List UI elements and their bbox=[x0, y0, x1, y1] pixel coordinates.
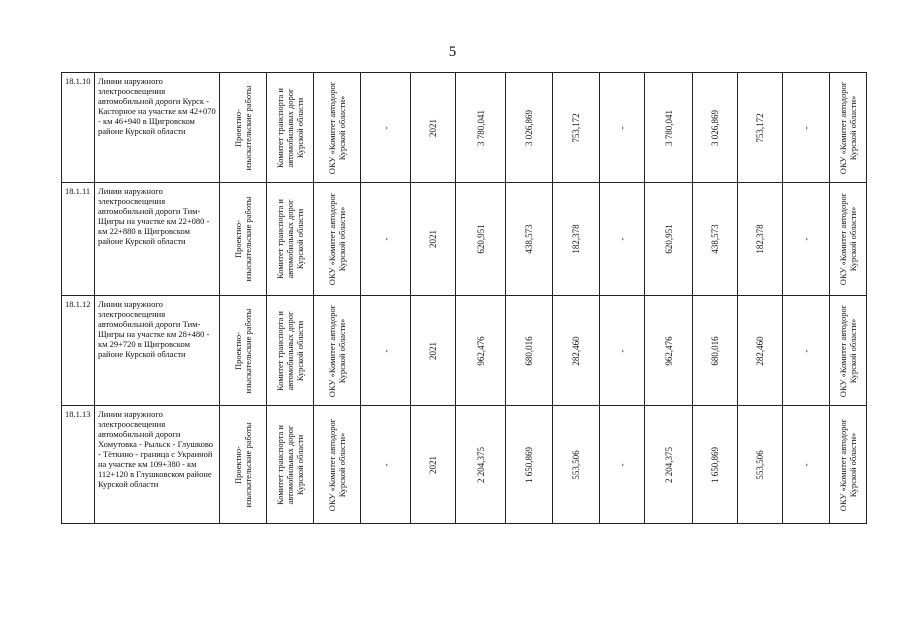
cell-builder: ОКУ «Комитет автодорог Курской области» bbox=[314, 183, 361, 296]
table-row bbox=[62, 406, 867, 524]
table-row bbox=[62, 296, 867, 406]
cell-dash-2: - bbox=[783, 406, 830, 524]
cell-work-type: Проектно-изыскательские работы bbox=[220, 406, 267, 524]
cell-dash-2: - bbox=[783, 183, 830, 296]
cell-number: 18.1.11 bbox=[62, 183, 95, 296]
cell-regional-budget-2021: 1 650,869 bbox=[693, 406, 738, 524]
cell-object-name: Линии наружного электроосвещения автомобильной дороги Тим-Щигры на участке км 28+480 - км 29+720 в Щигровском районе Курской области bbox=[95, 296, 220, 406]
page-number: 5 bbox=[448, 44, 457, 60]
cell-regional-budget: 1 650,869 bbox=[506, 406, 553, 524]
cell-other-budget: 753,172 bbox=[553, 73, 600, 183]
cell-capacity: - bbox=[361, 296, 411, 406]
cell-regional-budget: 3 026,869 bbox=[506, 73, 553, 183]
cell-work-type: Проектно-изыскательские работы bbox=[220, 73, 267, 183]
cell-object-name: Линии наружного электроосвещения автомобильной дороги Хомутовка - Рыльск - Глушково - Тёткино - граница с Украиной на участке км 109+380 - км 112+120 в Глушковском районе Курской области bbox=[95, 406, 220, 524]
cell-total-cost: 620,951 bbox=[456, 183, 506, 296]
cell-dash: - bbox=[600, 296, 645, 406]
cell-regional-budget: 680,016 bbox=[506, 296, 553, 406]
cell-capacity: - bbox=[361, 73, 411, 183]
cell-responsible: ОКУ «Комитет автодорог Курской области» bbox=[830, 296, 867, 406]
cell-year: 2021 bbox=[411, 73, 456, 183]
cell-customer: Комитет транспорта и автомобильных дорог Курской области bbox=[267, 296, 314, 406]
cell-customer: Комитет транспорта и автомобильных дорог Курской области bbox=[267, 73, 314, 183]
table-row bbox=[62, 183, 867, 296]
cell-other-budget-2021: 282,460 bbox=[738, 296, 783, 406]
cell-total-cost-2021: 620,951 bbox=[645, 183, 693, 296]
cell-work-type: Проектно-изыскательские работы bbox=[220, 296, 267, 406]
cell-year: 2021 bbox=[411, 183, 456, 296]
cell-total-cost-2021: 962,476 bbox=[645, 296, 693, 406]
cell-responsible: ОКУ «Комитет автодорог Курской области» bbox=[830, 73, 867, 183]
cell-number: 18.1.13 bbox=[62, 406, 95, 524]
cell-total-cost: 3 780,041 bbox=[456, 73, 506, 183]
cell-number: 18.1.12 bbox=[62, 296, 95, 406]
cell-builder: ОКУ «Комитет автодорог Курской области» bbox=[314, 73, 361, 183]
cell-regional-budget-2021: 3 026,869 bbox=[693, 73, 738, 183]
cell-dash-2: - bbox=[783, 73, 830, 183]
cell-other-budget: 282,460 bbox=[553, 296, 600, 406]
cell-year: 2021 bbox=[411, 406, 456, 524]
cell-total-cost: 2 204,375 bbox=[456, 406, 506, 524]
cell-year: 2021 bbox=[411, 296, 456, 406]
cell-regional-budget-2021: 680,016 bbox=[693, 296, 738, 406]
cell-customer: Комитет транспорта и автомобильных дорог Курской области bbox=[267, 406, 314, 524]
cell-other-budget-2021: 753,172 bbox=[738, 73, 783, 183]
cell-dash: - bbox=[600, 73, 645, 183]
cell-responsible: ОКУ «Комитет автодорог Курской области» bbox=[830, 406, 867, 524]
cell-total-cost-2021: 3 780,041 bbox=[645, 73, 693, 183]
cell-builder: ОКУ «Комитет автодорог Курской области» bbox=[314, 296, 361, 406]
cell-dash-2: - bbox=[783, 296, 830, 406]
cell-other-budget-2021: 182,378 bbox=[738, 183, 783, 296]
cell-capacity: - bbox=[361, 406, 411, 524]
table-row bbox=[62, 73, 867, 183]
cell-other-budget: 553,506 bbox=[553, 406, 600, 524]
cell-regional-budget: 438,573 bbox=[506, 183, 553, 296]
cell-number: 18.1.10 bbox=[62, 73, 95, 183]
cell-capacity: - bbox=[361, 183, 411, 296]
cell-total-cost-2021: 2 204,375 bbox=[645, 406, 693, 524]
cell-total-cost: 962,476 bbox=[456, 296, 506, 406]
cell-customer: Комитет транспорта и автомобильных дорог Курской области bbox=[267, 183, 314, 296]
cell-dash: - bbox=[600, 183, 645, 296]
cell-builder: ОКУ «Комитет автодорог Курской области» bbox=[314, 406, 361, 524]
cell-regional-budget-2021: 438,573 bbox=[693, 183, 738, 296]
cell-work-type: Проектно-изыскательские работы bbox=[220, 183, 267, 296]
cell-dash: - bbox=[600, 406, 645, 524]
cell-object-name: Линии наружного электроосвещения автомобильной дороги Тим-Щигры на участке км 22+080 - км 22+880 в Щигровском районе Курской области bbox=[95, 183, 220, 296]
cell-responsible: ОКУ «Комитет автодорог Курской области» bbox=[830, 183, 867, 296]
cell-other-budget: 182,378 bbox=[553, 183, 600, 296]
program-table bbox=[61, 72, 867, 524]
cell-other-budget-2021: 553,506 bbox=[738, 406, 783, 524]
cell-object-name: Линии наружного электроосвещения автомобильной дороги Курск - Касторное на участке км 42+070 - км 46+940 в Щигровском районе Курской области bbox=[95, 73, 220, 183]
